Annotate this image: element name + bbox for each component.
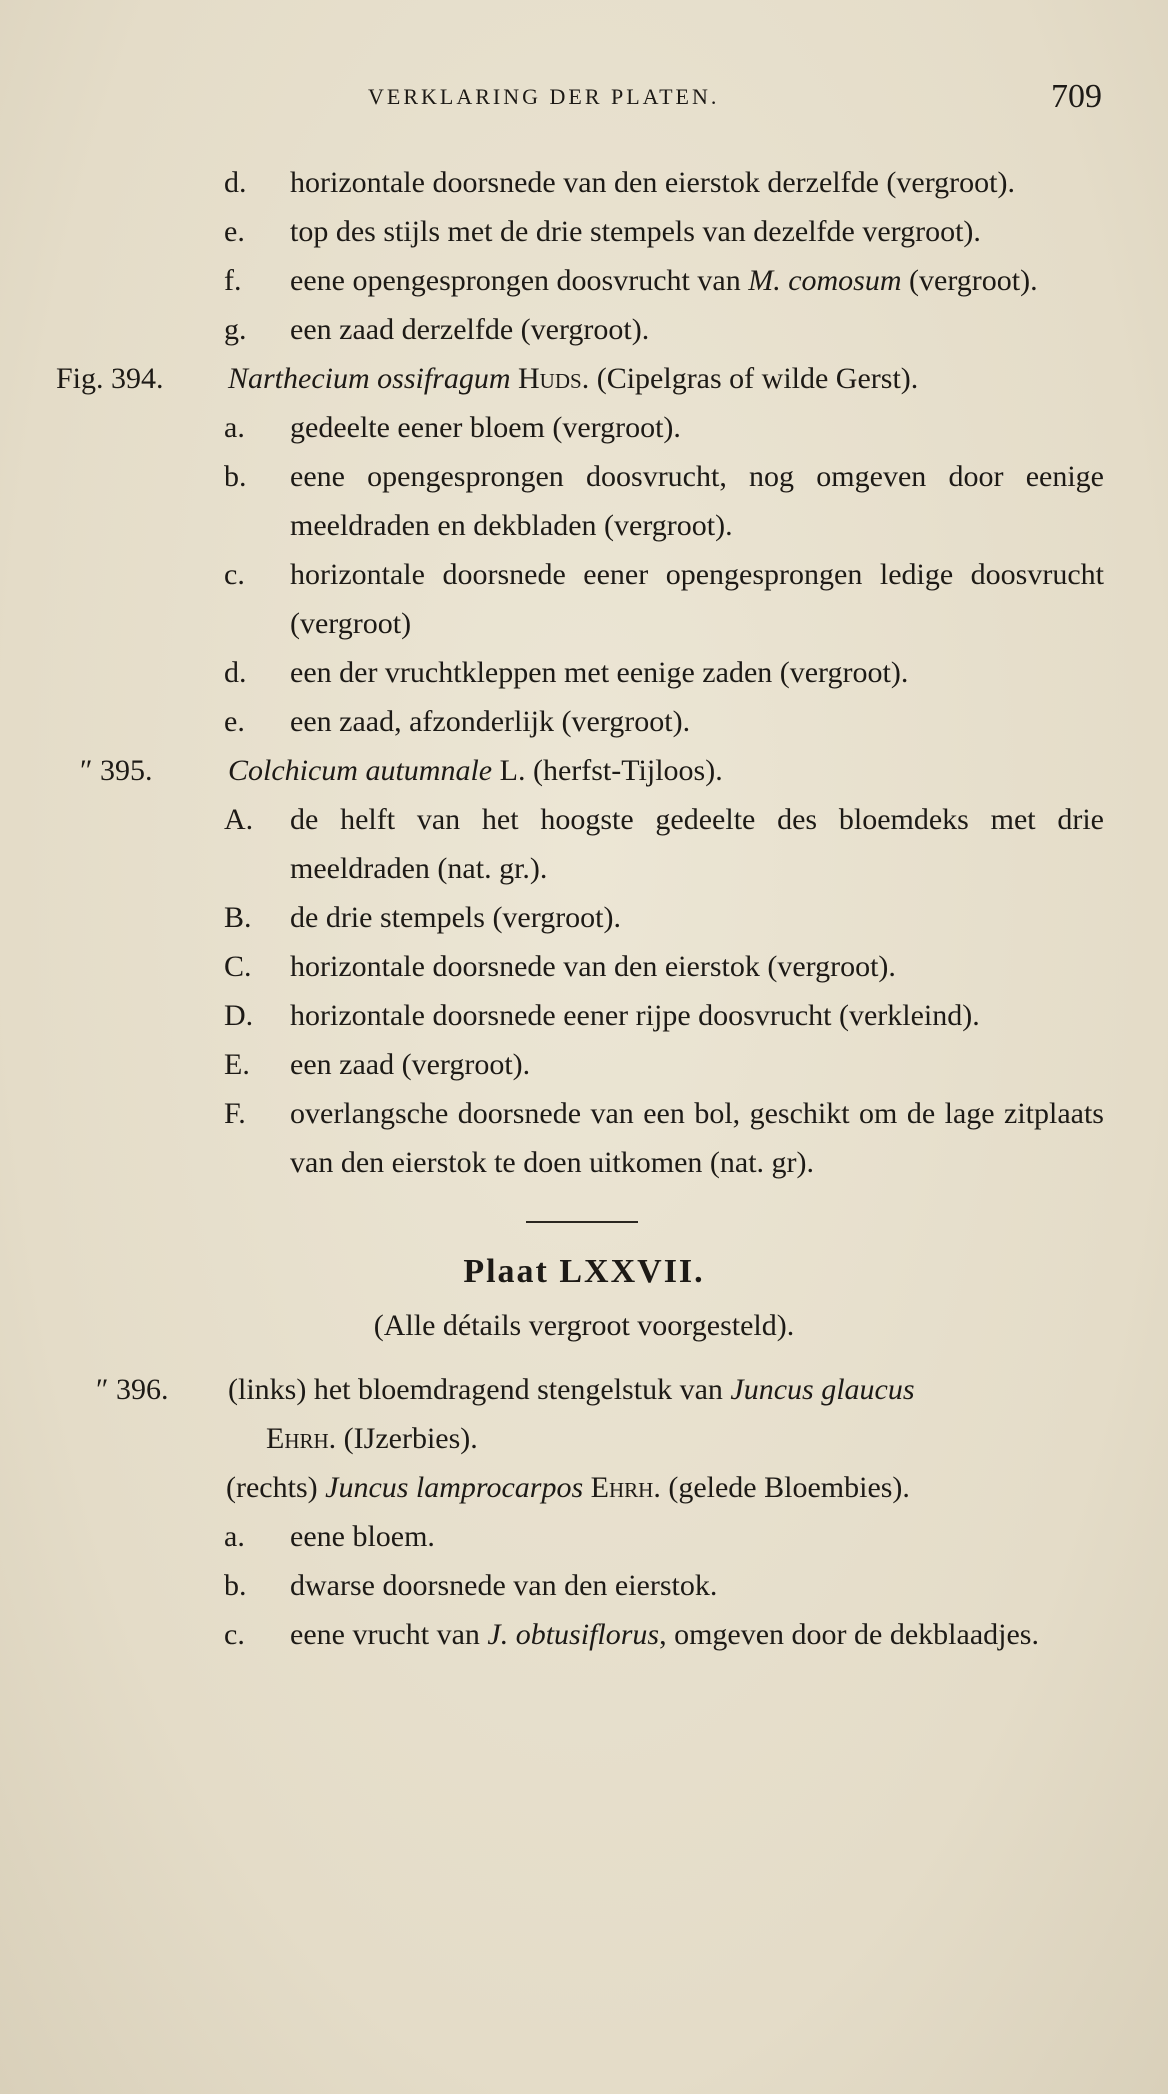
figure-title — [228, 354, 1108, 403]
list-item — [0, 942, 1168, 991]
list-item-e — [0, 207, 1168, 256]
list-item — [0, 1512, 1168, 1561]
list-item — [0, 1561, 1168, 1610]
item-text: eene opengesprongen doosvrucht, nog omgeven door eenige meeldraden en dekbladen (vergroot). — [290, 460, 1104, 542]
item-label: c. — [224, 1618, 245, 1651]
plate-title: Plaat LXXVII. — [463, 1253, 705, 1290]
list-item — [0, 893, 1168, 942]
text-run: (vergroot). — [901, 264, 1038, 297]
common-name: (Cipelgras of wilde Gerst). — [589, 362, 919, 395]
list-item — [0, 1089, 1168, 1187]
item-label: E. — [224, 1048, 250, 1081]
item-text: dwarse doorsnede van den eierstok. — [290, 1569, 718, 1602]
species-name: M. comosum — [748, 264, 902, 297]
page-header — [0, 78, 1168, 118]
item-text: top des stijls met de drie stempels van dezelfde vergroot). — [290, 215, 981, 248]
list-item — [0, 1610, 1168, 1659]
item-text: gedeelte eener bloem (vergroot). — [290, 411, 681, 444]
item-label: g. — [224, 313, 247, 346]
list-item — [0, 1040, 1168, 1089]
item-text: een zaad (vergroot). — [290, 1048, 531, 1081]
list-item-d — [0, 158, 1168, 207]
item-label: F. — [224, 1097, 246, 1130]
text-run: , omgeven door de dekblaadjes. — [659, 1618, 1039, 1651]
common-name: (gelede Bloembies). — [660, 1471, 910, 1504]
item-label: e. — [224, 705, 245, 738]
item-label: d. — [224, 166, 247, 199]
species-name: Narthecium ossifragum — [228, 362, 511, 395]
item-label: C. — [224, 950, 252, 983]
item-label: d. — [224, 656, 247, 689]
item-text: horizontale doorsnede eener opengesprongen ledige doosvrucht (vergroot) — [290, 558, 1104, 640]
item-label: b. — [224, 1569, 247, 1602]
common-name: (herfst-Tijloos). — [525, 754, 723, 787]
species-name: Colchicum autumnale — [228, 754, 493, 787]
list-item — [0, 452, 1168, 550]
list-item — [0, 795, 1168, 893]
page-number: 709 — [1051, 78, 1102, 115]
figure-title — [228, 746, 1108, 795]
figure-heading-395 — [0, 746, 1168, 795]
figure-number: ″ 396. — [96, 1373, 169, 1406]
text-run: eene vrucht van — [290, 1618, 488, 1651]
list-item — [0, 648, 1168, 697]
list-item — [0, 697, 1168, 746]
author-abbrev: Huds. — [518, 362, 590, 395]
item-label: B. — [224, 901, 252, 934]
item-text: horizontale doorsnede van den eierstok derzelfde (vergroot). — [290, 166, 1015, 199]
item-text — [290, 256, 1104, 305]
item-label: a. — [224, 1520, 245, 1553]
item-text: eene bloem. — [290, 1520, 435, 1553]
text-run: (links) het bloemdragend stengelstuk van — [228, 1373, 731, 1406]
figure-heading-continuation — [0, 1414, 1168, 1463]
plate-subtitle: (Alle détails vergroot voorgesteld). — [373, 1309, 795, 1342]
figure-title-line — [226, 1463, 1106, 1512]
item-label: e. — [224, 215, 245, 248]
species-name: Juncus lamprocarpos — [325, 1471, 584, 1504]
item-label: f. — [224, 264, 242, 297]
species-name: J. obtusiflorus — [487, 1618, 660, 1651]
page-body — [0, 158, 1168, 1659]
figure-title — [228, 1365, 1108, 1414]
item-label: A. — [224, 803, 254, 836]
text-run: (rechts) — [226, 1471, 326, 1504]
species-name: Juncus glaucus — [730, 1373, 915, 1406]
item-text: horizontale doorsnede van den eierstok (vergroot). — [290, 950, 896, 983]
author-abbrev: Ehrh. — [590, 1471, 661, 1504]
figure-number: Fig. 394. — [56, 362, 164, 395]
item-text: de drie stempels (vergroot). — [290, 901, 622, 934]
list-item-g — [0, 305, 1168, 354]
figure-heading-second-species — [0, 1463, 1168, 1512]
item-text: horizontale doorsnede eener rijpe doosvrucht (verkleind). — [290, 999, 980, 1032]
item-label: a. — [224, 411, 245, 444]
item-text: een der vruchtkleppen met eenige zaden (vergroot). — [290, 656, 909, 689]
figure-title-line — [266, 1414, 1106, 1463]
running-title: VERKLARING DER PLATEN. — [368, 84, 720, 109]
figure-number: ″ 395. — [80, 754, 153, 787]
item-text: een zaad derzelfde (vergroot). — [290, 313, 650, 346]
text-run: eene opengesprongen doosvrucht van — [290, 264, 749, 297]
figure-heading-396 — [0, 1365, 1168, 1414]
author-abbrev: L. — [499, 754, 526, 787]
author-abbrev: Ehrh. — [266, 1422, 337, 1455]
item-text — [290, 1610, 1104, 1659]
figure-heading-394 — [0, 354, 1168, 403]
item-label: b. — [224, 460, 247, 493]
list-item-f — [0, 256, 1168, 305]
item-text: de helft van het hoogste gedeelte des bloemdeks met drie meeldraden (nat. gr.). — [290, 803, 1104, 885]
section-divider — [526, 1221, 638, 1223]
item-text: een zaad, afzonderlijk (vergroot). — [290, 705, 691, 738]
common-name: (IJzerbies). — [336, 1422, 478, 1455]
item-label: c. — [224, 558, 245, 591]
item-label: D. — [224, 999, 254, 1032]
list-item — [0, 550, 1168, 648]
list-item — [0, 403, 1168, 452]
item-text: overlangsche doorsnede van een bol, geschikt om de lage zitplaats van den eierstok te doen uitkomen (nat. gr). — [290, 1097, 1104, 1179]
list-item — [0, 991, 1168, 1040]
